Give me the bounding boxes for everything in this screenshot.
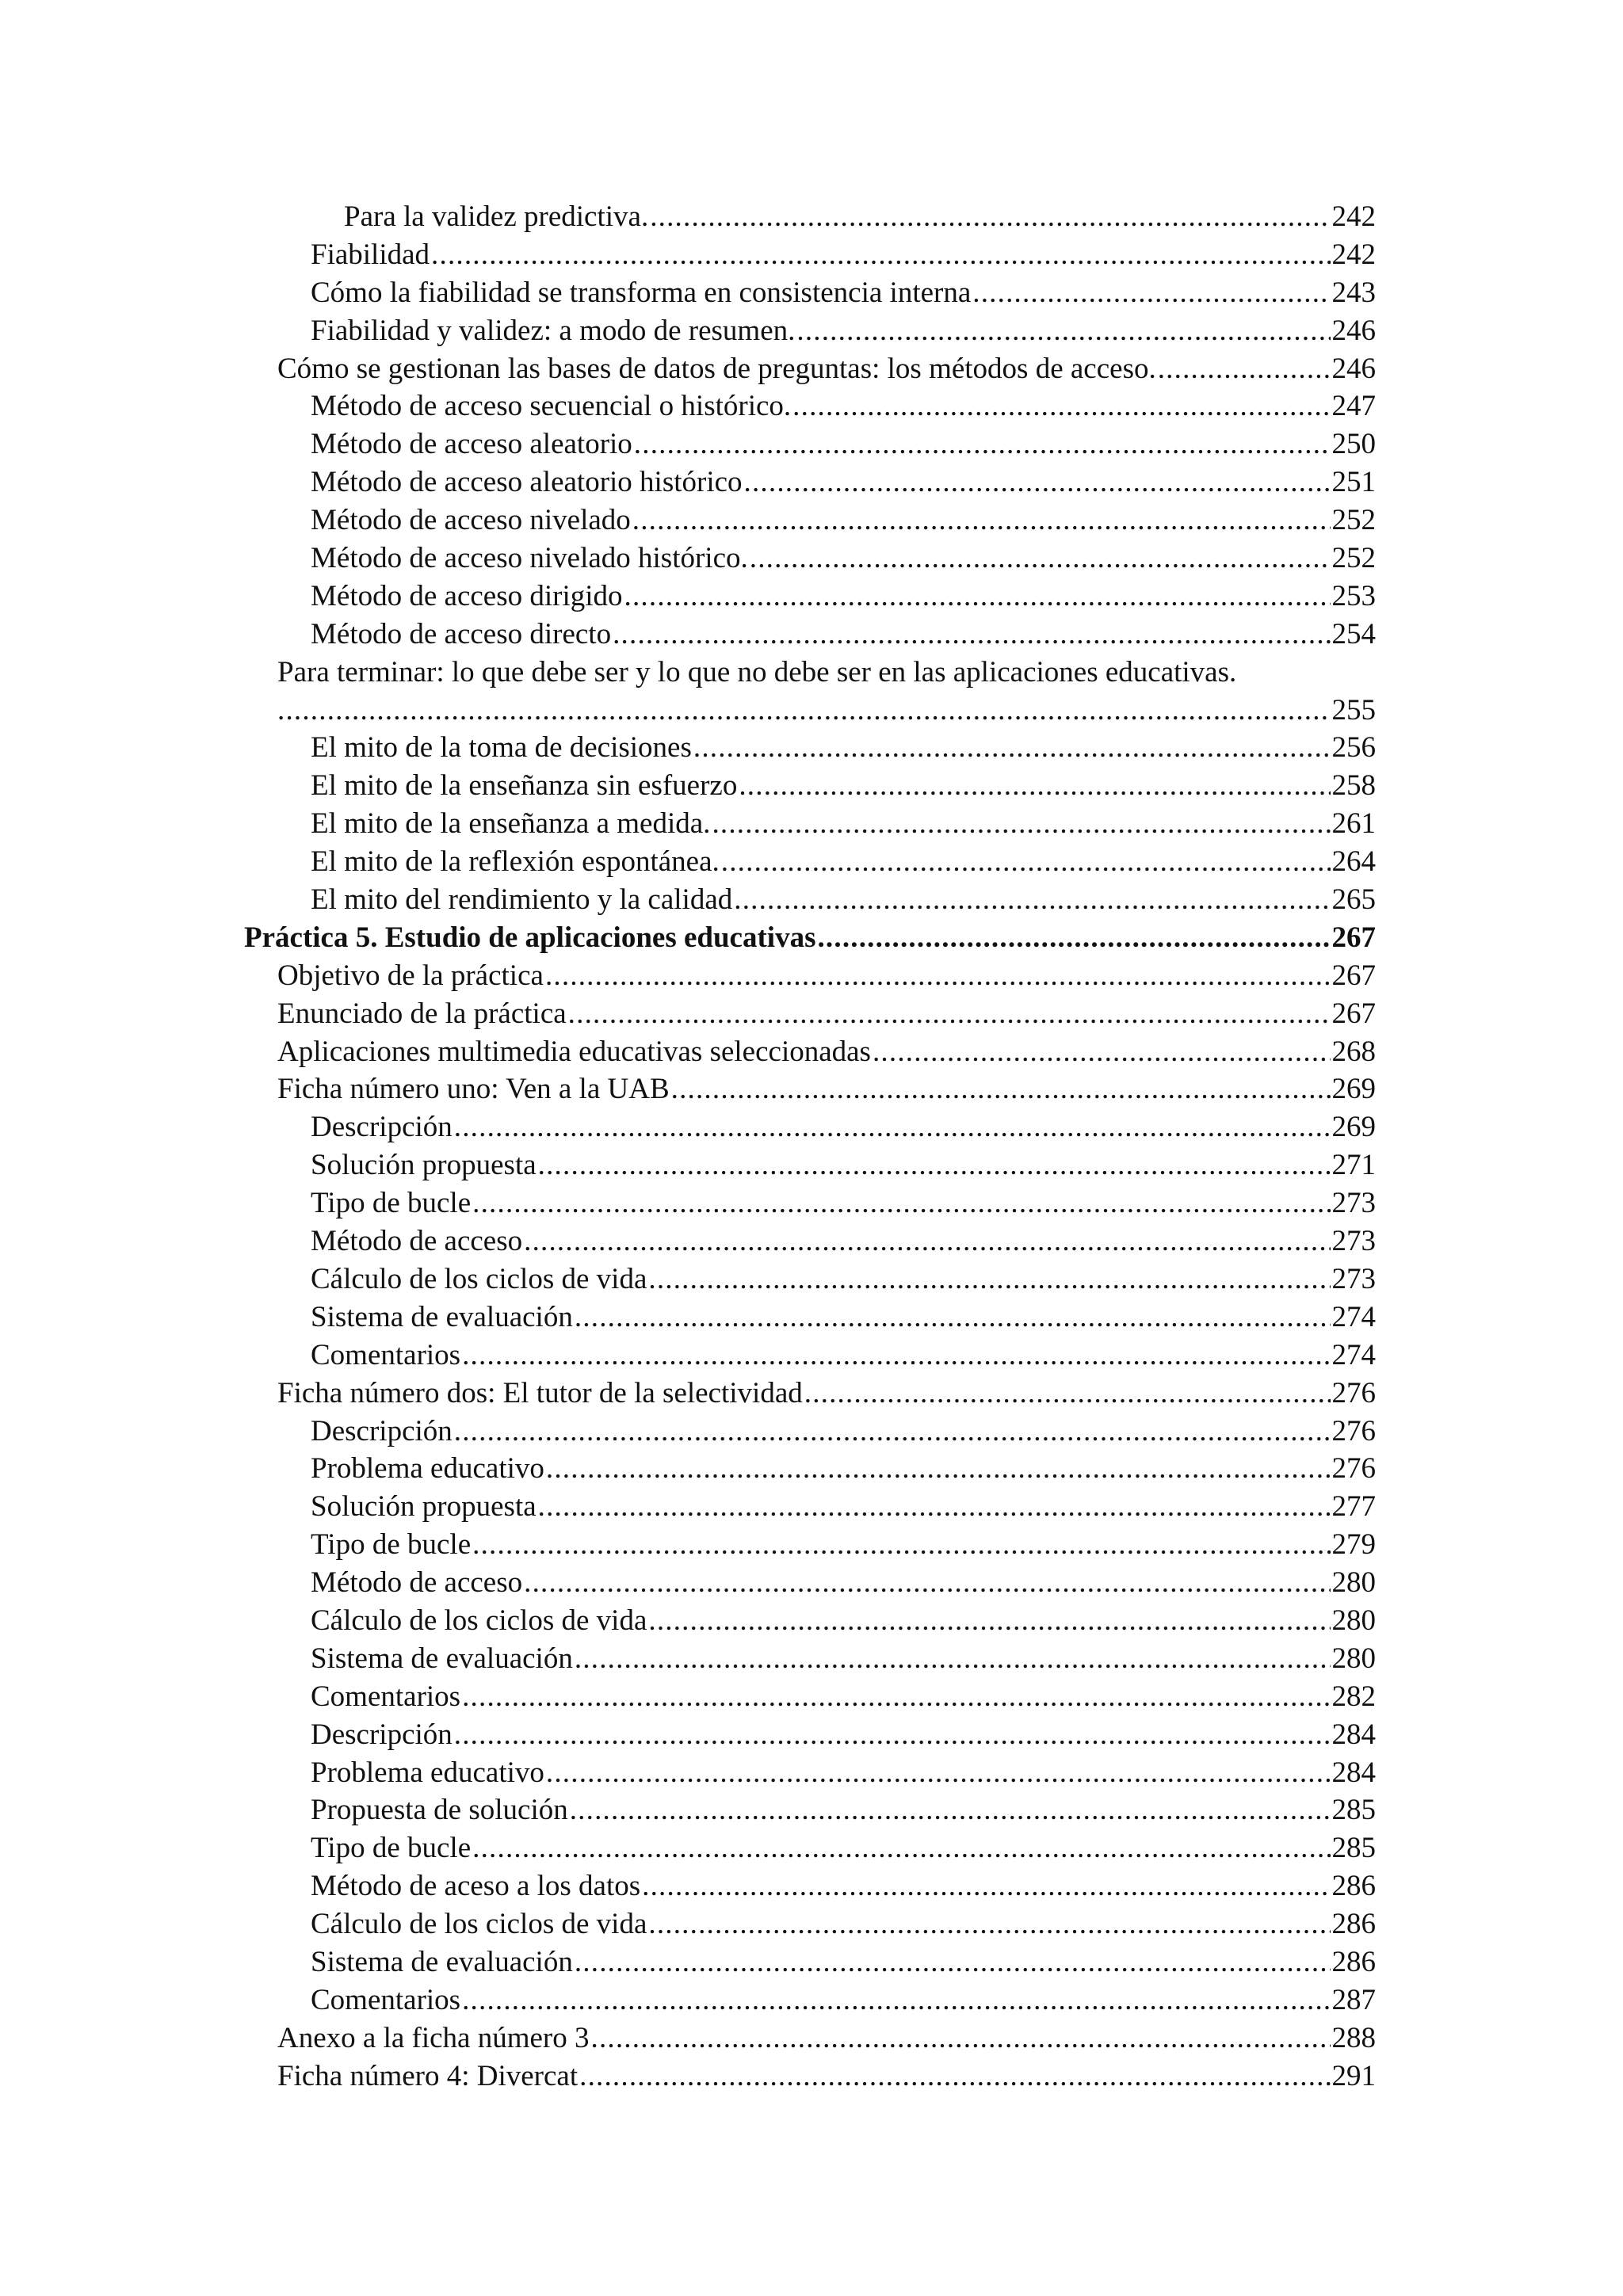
dot-leader (796, 312, 1330, 350)
toc-entry[interactable] (244, 1337, 1376, 1375)
dot-leader (431, 236, 1330, 274)
toc-entry[interactable] (244, 1829, 1376, 1867)
toc-entry[interactable] (244, 1754, 1376, 1792)
toc-entry[interactable] (244, 2058, 1376, 2096)
dot-leader (873, 1033, 1331, 1071)
toc-entry[interactable] (244, 995, 1376, 1033)
toc-entry[interactable] (244, 1033, 1376, 1071)
toc-entry[interactable] (244, 881, 1376, 919)
dot-leader (671, 1070, 1331, 1108)
toc-entry-page: 252 (1331, 504, 1376, 537)
toc-entry[interactable] (244, 1261, 1376, 1299)
toc-entry-page: 251 (1331, 466, 1376, 499)
toc-entry-page: 273 (1331, 1262, 1376, 1295)
toc-entry-title: Ficha número dos: El tutor de la selectividad (277, 1376, 803, 1409)
toc-entry[interactable] (244, 1564, 1376, 1602)
toc-entry-title: Sistema de evaluación (311, 1300, 573, 1333)
toc-entry-title: Cálculo de los ciclos de vida (311, 1262, 647, 1295)
dot-leader (546, 1754, 1331, 1792)
toc-entry-title: Para terminar: lo que debe ser y lo que no debe ser en las aplicaciones educativas. (277, 655, 1237, 688)
toc-entry[interactable] (244, 274, 1376, 312)
dot-leader (462, 1337, 1330, 1375)
toc-entry-title: Cálculo de los ciclos de vida (311, 1604, 647, 1637)
dot-leader (613, 616, 1330, 654)
toc-entry-title: Comentarios (311, 1680, 461, 1713)
toc-entry-page: 273 (1331, 1187, 1376, 1220)
toc-entry-title: Tipo de bucle (311, 1528, 472, 1562)
toc-entry[interactable] (244, 1791, 1376, 1829)
toc-entry[interactable] (244, 1108, 1376, 1146)
toc-entry[interactable] (244, 1450, 1376, 1488)
toc-entry-page: 267 (1331, 959, 1376, 992)
toc-entry-page: 267 (1331, 997, 1376, 1030)
toc-entry-title: Sistema de evaluación (311, 1642, 573, 1675)
dot-leader (472, 1526, 1330, 1564)
dot-leader (472, 1829, 1330, 1867)
dot-leader (721, 843, 1331, 881)
toc-entry-title: Aplicaciones multimedia educativas seleccionadas (277, 1035, 871, 1068)
dot-leader (454, 1716, 1331, 1754)
toc-entry[interactable] (244, 387, 1376, 425)
toc-entry-title: Enunciado de la práctica (277, 997, 567, 1030)
toc-entry-title: Propuesta de solución (311, 1794, 568, 1827)
toc-entry[interactable] (244, 1488, 1376, 1526)
toc-entry[interactable] (244, 1375, 1376, 1413)
toc-entry-page: 269 (1331, 1073, 1376, 1106)
toc-entry-page: 280 (1331, 1566, 1376, 1600)
dot-leader (734, 881, 1330, 919)
toc-entry[interactable] (244, 843, 1376, 881)
toc-entry-page: 284 (1331, 1756, 1376, 1789)
toc-entry[interactable] (244, 502, 1376, 540)
toc-entry-title: Cálculo de los ciclos de vida (311, 1908, 647, 1941)
toc-entry[interactable] (244, 463, 1376, 502)
toc-entry-page: 253 (1331, 579, 1376, 612)
toc-entry-title: Solución propuesta (311, 1490, 537, 1524)
toc-entry-page: 277 (1331, 1490, 1376, 1524)
dot-leader (570, 1791, 1331, 1829)
toc-entry[interactable] (244, 1943, 1376, 1981)
toc-entry-title: Problema educativo (311, 1756, 544, 1789)
toc-entry-title: Ficha número uno: Ven a la UAB (277, 1073, 670, 1106)
toc-entry[interactable] (244, 616, 1376, 654)
dot-leader (546, 1450, 1331, 1488)
toc-entry-title: Método de acceso nivelado (311, 504, 631, 537)
dot-leader (462, 1678, 1330, 1716)
dot-leader (648, 1261, 1330, 1299)
toc-entry-page: 271 (1331, 1149, 1376, 1182)
toc-entry[interactable] (244, 1413, 1376, 1451)
dot-leader (624, 578, 1331, 616)
toc-entry-page: 276 (1331, 1376, 1376, 1409)
toc-entry-page: 273 (1331, 1225, 1376, 1258)
dot-leader (693, 729, 1331, 767)
toc-entry-page: 288 (1331, 2021, 1376, 2054)
toc-entry-title: El mito de la reflexión espontánea. (311, 845, 720, 879)
toc-entry-title: Método de acceso (311, 1225, 523, 1258)
toc-entry-title: Ficha número 4: Divercat (277, 2059, 579, 2092)
toc-entry-title: Tipo de bucle (311, 1832, 472, 1865)
toc-entry[interactable] (244, 1640, 1376, 1678)
toc-entry-page: 269 (1331, 1111, 1376, 1144)
toc-entry[interactable] (244, 767, 1376, 805)
toc-entry-title: Cómo se gestionan las bases de datos de preguntas: los métodos de acceso. (277, 352, 1156, 385)
toc-entry-title: Para la validez predictiva. (344, 200, 649, 233)
toc-entry-page: 268 (1331, 1035, 1376, 1068)
dot-leader (575, 1640, 1331, 1678)
dot-leader (277, 692, 1331, 730)
dot-leader (568, 995, 1331, 1033)
toc-entry-page: 261 (1331, 807, 1376, 841)
toc-entry-page: 242 (1331, 200, 1376, 233)
toc-entry-page: 252 (1331, 542, 1376, 575)
toc-entry[interactable] (244, 1905, 1376, 1943)
toc-entry[interactable] (244, 2019, 1376, 2058)
toc-entry[interactable] (244, 1146, 1376, 1184)
dot-leader (750, 540, 1331, 578)
toc-entry-title: Sistema de evaluación (311, 1945, 573, 1978)
toc-entry-page: 246 (1331, 352, 1376, 385)
toc-entry-page: 254 (1331, 617, 1376, 650)
dot-leader (524, 1222, 1330, 1261)
toc-entry[interactable] (244, 540, 1376, 578)
toc-entry-title: Objetivo de la práctica (277, 959, 544, 992)
toc-entry[interactable] (244, 1184, 1376, 1222)
toc-entry-title: El mito de la enseñanza a medida. (311, 807, 711, 841)
dot-leader (634, 425, 1331, 463)
toc-entry[interactable] (244, 1716, 1376, 1754)
toc-entry-title: Método de acceso nivelado histórico. (311, 542, 748, 575)
toc-entry-title: Método de acceso secuencial o histórico. (311, 390, 792, 423)
dot-leader (739, 767, 1330, 805)
toc-entry[interactable] (244, 805, 1376, 843)
dot-leader (972, 274, 1330, 312)
dot-leader (545, 957, 1331, 995)
toc-entry[interactable] (244, 1299, 1376, 1337)
toc-entry-title: Método de acceso directo (311, 617, 612, 650)
dot-leader (744, 463, 1331, 502)
toc-entry-page: 291 (1331, 2059, 1376, 2092)
toc-entry-page: 267 (1331, 921, 1376, 954)
toc-entry-title: Cómo la fiabilidad se transforma en consistencia interna (311, 276, 972, 309)
toc-entry-page: 258 (1331, 769, 1376, 803)
toc-entry[interactable] (244, 350, 1376, 388)
toc-entry[interactable] (244, 236, 1376, 274)
dot-leader (642, 1867, 1330, 1905)
toc-entry-page: 274 (1331, 1338, 1376, 1371)
toc-entry-title: Problema educativo (311, 1452, 544, 1486)
dot-leader (648, 1905, 1330, 1943)
dot-leader (454, 1413, 1331, 1451)
toc-entry-title: Descripción (311, 1111, 453, 1144)
toc-entry[interactable] (244, 198, 1376, 236)
toc-entry-page: 247 (1331, 390, 1376, 423)
toc-entry-title: El mito de la toma de decisiones (311, 731, 692, 765)
toc-entry-title: Descripción (311, 1718, 453, 1751)
toc-entry-title: Solución propuesta (311, 1149, 537, 1182)
toc-entry-page: 286 (1331, 1870, 1376, 1903)
toc-entry-page: 285 (1331, 1794, 1376, 1827)
toc-entry-title: Método de acceso aleatorio histórico (311, 466, 743, 499)
toc-entry-page: 280 (1331, 1604, 1376, 1637)
toc-entry[interactable] (244, 1867, 1376, 1905)
toc-entry[interactable] (244, 1222, 1376, 1261)
dot-leader (575, 1299, 1331, 1337)
dot-leader (650, 198, 1330, 236)
toc-entry-title: Anexo a la ficha número 3 (277, 2021, 590, 2054)
toc-entry-title: Tipo de bucle (311, 1187, 472, 1220)
toc-entry-page: 279 (1331, 1528, 1376, 1562)
toc-entry-page: 265 (1331, 883, 1376, 917)
toc-entry-page: 280 (1331, 1642, 1376, 1675)
dot-leader (648, 1602, 1330, 1640)
toc-entry[interactable] (244, 654, 1376, 692)
toc-entry-title: Método de aceso a los datos (311, 1870, 641, 1903)
dot-leader (792, 387, 1330, 425)
toc-entry-page: 255 (1331, 693, 1376, 727)
dot-leader (454, 1108, 1331, 1146)
toc-entry-page: 246 (1331, 314, 1376, 347)
toc-entry-page: 256 (1331, 731, 1376, 765)
toc-entry[interactable] (244, 1526, 1376, 1564)
toc-entry[interactable] (244, 1981, 1376, 2019)
toc-entry-title: Fiabilidad (311, 238, 430, 271)
toc-entry[interactable] (244, 1602, 1376, 1640)
toc-entry-title: El mito de la enseñanza sin esfuerzo (311, 769, 738, 803)
toc-entry-title: Práctica 5. Estudio de aplicaciones educativas (244, 921, 816, 954)
toc-entry-page: 286 (1331, 1908, 1376, 1941)
toc-entry[interactable] (244, 578, 1376, 616)
table-of-contents (244, 198, 1376, 2096)
toc-entry-page: 264 (1331, 845, 1376, 879)
toc-entry-page: 285 (1331, 1832, 1376, 1865)
toc-entry-page: 276 (1331, 1452, 1376, 1486)
dot-leader (1158, 350, 1331, 388)
toc-entry-title: Método de acceso dirigido (311, 579, 623, 612)
dot-leader (632, 502, 1331, 540)
toc-entry[interactable] (244, 957, 1376, 995)
dot-leader (462, 1981, 1330, 2019)
toc-entry-title: Método de acceso aleatorio (311, 428, 632, 461)
toc-entry-title: El mito del rendimiento y la calidad (311, 883, 733, 917)
dot-leader (538, 1146, 1331, 1184)
toc-entry-page: 286 (1331, 1945, 1376, 1978)
toc-entry-title: Descripción (311, 1414, 453, 1447)
toc-entry-title: Método de acceso (311, 1566, 523, 1600)
dot-leader (538, 1488, 1331, 1526)
toc-entry[interactable] (244, 425, 1376, 463)
toc-entry-title: Comentarios (311, 1338, 461, 1371)
toc-entry-title: Fiabilidad y validez: a modo de resumen. (311, 314, 796, 347)
toc-entry-page: 287 (1331, 1983, 1376, 2016)
toc-entry[interactable] (244, 312, 1376, 350)
toc-entry[interactable] (244, 1678, 1376, 1716)
dot-leader (575, 1943, 1331, 1981)
dot-leader (591, 2019, 1331, 2058)
toc-entry[interactable] (244, 729, 1376, 767)
dot-leader (472, 1184, 1330, 1222)
toc-entry-page: 276 (1331, 1414, 1376, 1447)
toc-entry-continuation[interactable] (244, 692, 1376, 730)
dot-leader (712, 805, 1330, 843)
toc-entry-page: 250 (1331, 428, 1376, 461)
toc-chapter-entry[interactable] (244, 919, 1376, 957)
dot-leader (817, 919, 1330, 957)
toc-entry-page: 243 (1331, 276, 1376, 309)
toc-entry-page: 242 (1331, 238, 1376, 271)
dot-leader (804, 1375, 1331, 1413)
toc-entry-page: 274 (1331, 1300, 1376, 1333)
toc-entry-title: Comentarios (311, 1983, 461, 2016)
dot-leader (524, 1564, 1330, 1602)
toc-entry[interactable] (244, 1070, 1376, 1108)
toc-entry-page: 284 (1331, 1718, 1376, 1751)
toc-entry-page: 282 (1331, 1680, 1376, 1713)
dot-leader (579, 2058, 1330, 2096)
